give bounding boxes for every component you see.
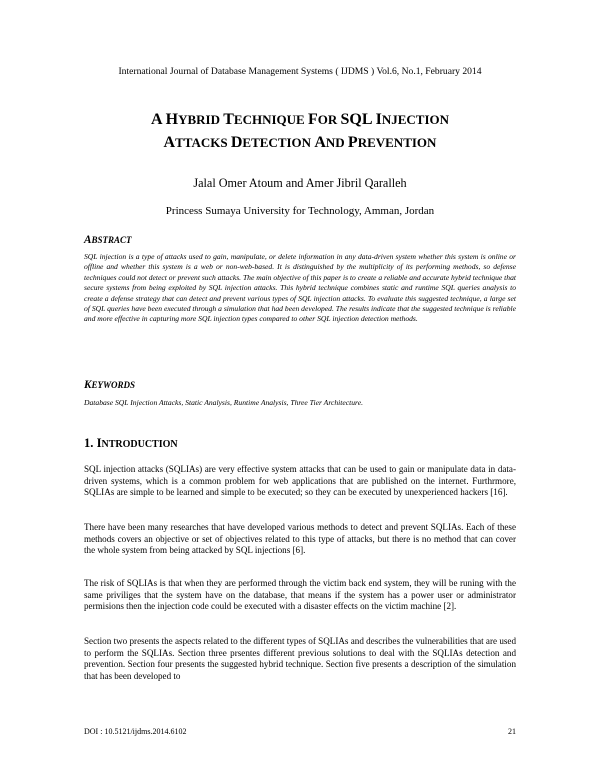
intro-paragraph: Section two presents the aspects related to the different types of SQLIAs and describes the vulnerabilities that are used to perform the SQLIAs. Section three prsentes different previous solutions to deal with the SQLIAs detection and prevention. Section four presents the suggested hybrid technique. Section five presents a description of the simulation that has been developed to bbox=[84, 636, 516, 681]
intro-paragraph: The risk of SQLIAs is that when they are performed through the victim back end system, they will be runing with the same priviliges that the system have on the database, that means if the system has a power user or administrator permisions then the injection code could be executed with a disaster effects on the victim machine [2]. bbox=[84, 578, 516, 612]
intro-paragraph: SQL injection attacks (SQLIAs) are very effective system attacks that can be used to gain or manipulate data in data-driven systems, which is a common problem for web applications that are published on the internet. Furthrmore, SQLIAs are simple to be learned and simple to be executed; so they can be executed by unexperienced hackers [16]. bbox=[84, 464, 516, 498]
introduction-heading: 1. INTRODUCTION bbox=[84, 436, 178, 450]
page-number: 21 bbox=[508, 727, 516, 736]
abstract-text: SQL injection is a type of attacks used to gain, manipulate, or delete information in any data-driven system whether this system is online or offline and whether this system is a web or non-web-based. It is distinguished by the multiplicity of its performing methods, so defense techniques could not detect or prevent such attacks. The main objective of this paper is to create a reliable and accurate hybrid technique that secure systems from being exploited by SQL injection attacks. This hybrid technique combines static and runtime SQL queries analysis to create a defense strategy that can detect and prevent various types of SQL injection attacks. To evaluate this suggested technique, a large set of SQL queries have been executed through a simulation that had been developed. The results indicate that the suggested technique is reliable and more effective in capturing more SQL injection types compared to other SQL injection detection methods. bbox=[84, 252, 516, 324]
keywords-heading: KEYWORDS bbox=[84, 379, 135, 391]
authors: Jalal Omer Atoum and Amer Jibril Qaralleh bbox=[193, 176, 407, 190]
page-footer bbox=[84, 727, 516, 736]
title-line-1: A HYBRID TECHNIQUE FOR SQL INJECTION bbox=[150, 111, 450, 128]
keywords-text: Database SQL Injection Attacks, Static Analysis, Runtime Analysis, Three Tier Architecture. bbox=[84, 398, 363, 407]
paper-title bbox=[40, 108, 560, 154]
affiliation: Princess Sumaya University for Technology, Amman, Jordan bbox=[165, 205, 435, 217]
title-line-2: ATTACKS DETECTION AND PREVENTION bbox=[163, 134, 437, 151]
doi: DOI : 10.5121/ijdms.2014.6102 bbox=[84, 727, 187, 736]
abstract-heading: ABSTRACT bbox=[84, 234, 132, 246]
journal-header: International Journal of Database Management Systems ( IJDMS ) Vol.6, No.1, February 2014 bbox=[118, 66, 482, 77]
intro-paragraph: There have been many researches that have developed various methods to detect and prevent SQLIAs. Each of these methods covers an objective or set of objectives related to this type of attacks, but there is no method that can cover the whole system from being attacked by SQL injections [6]. bbox=[84, 522, 516, 556]
